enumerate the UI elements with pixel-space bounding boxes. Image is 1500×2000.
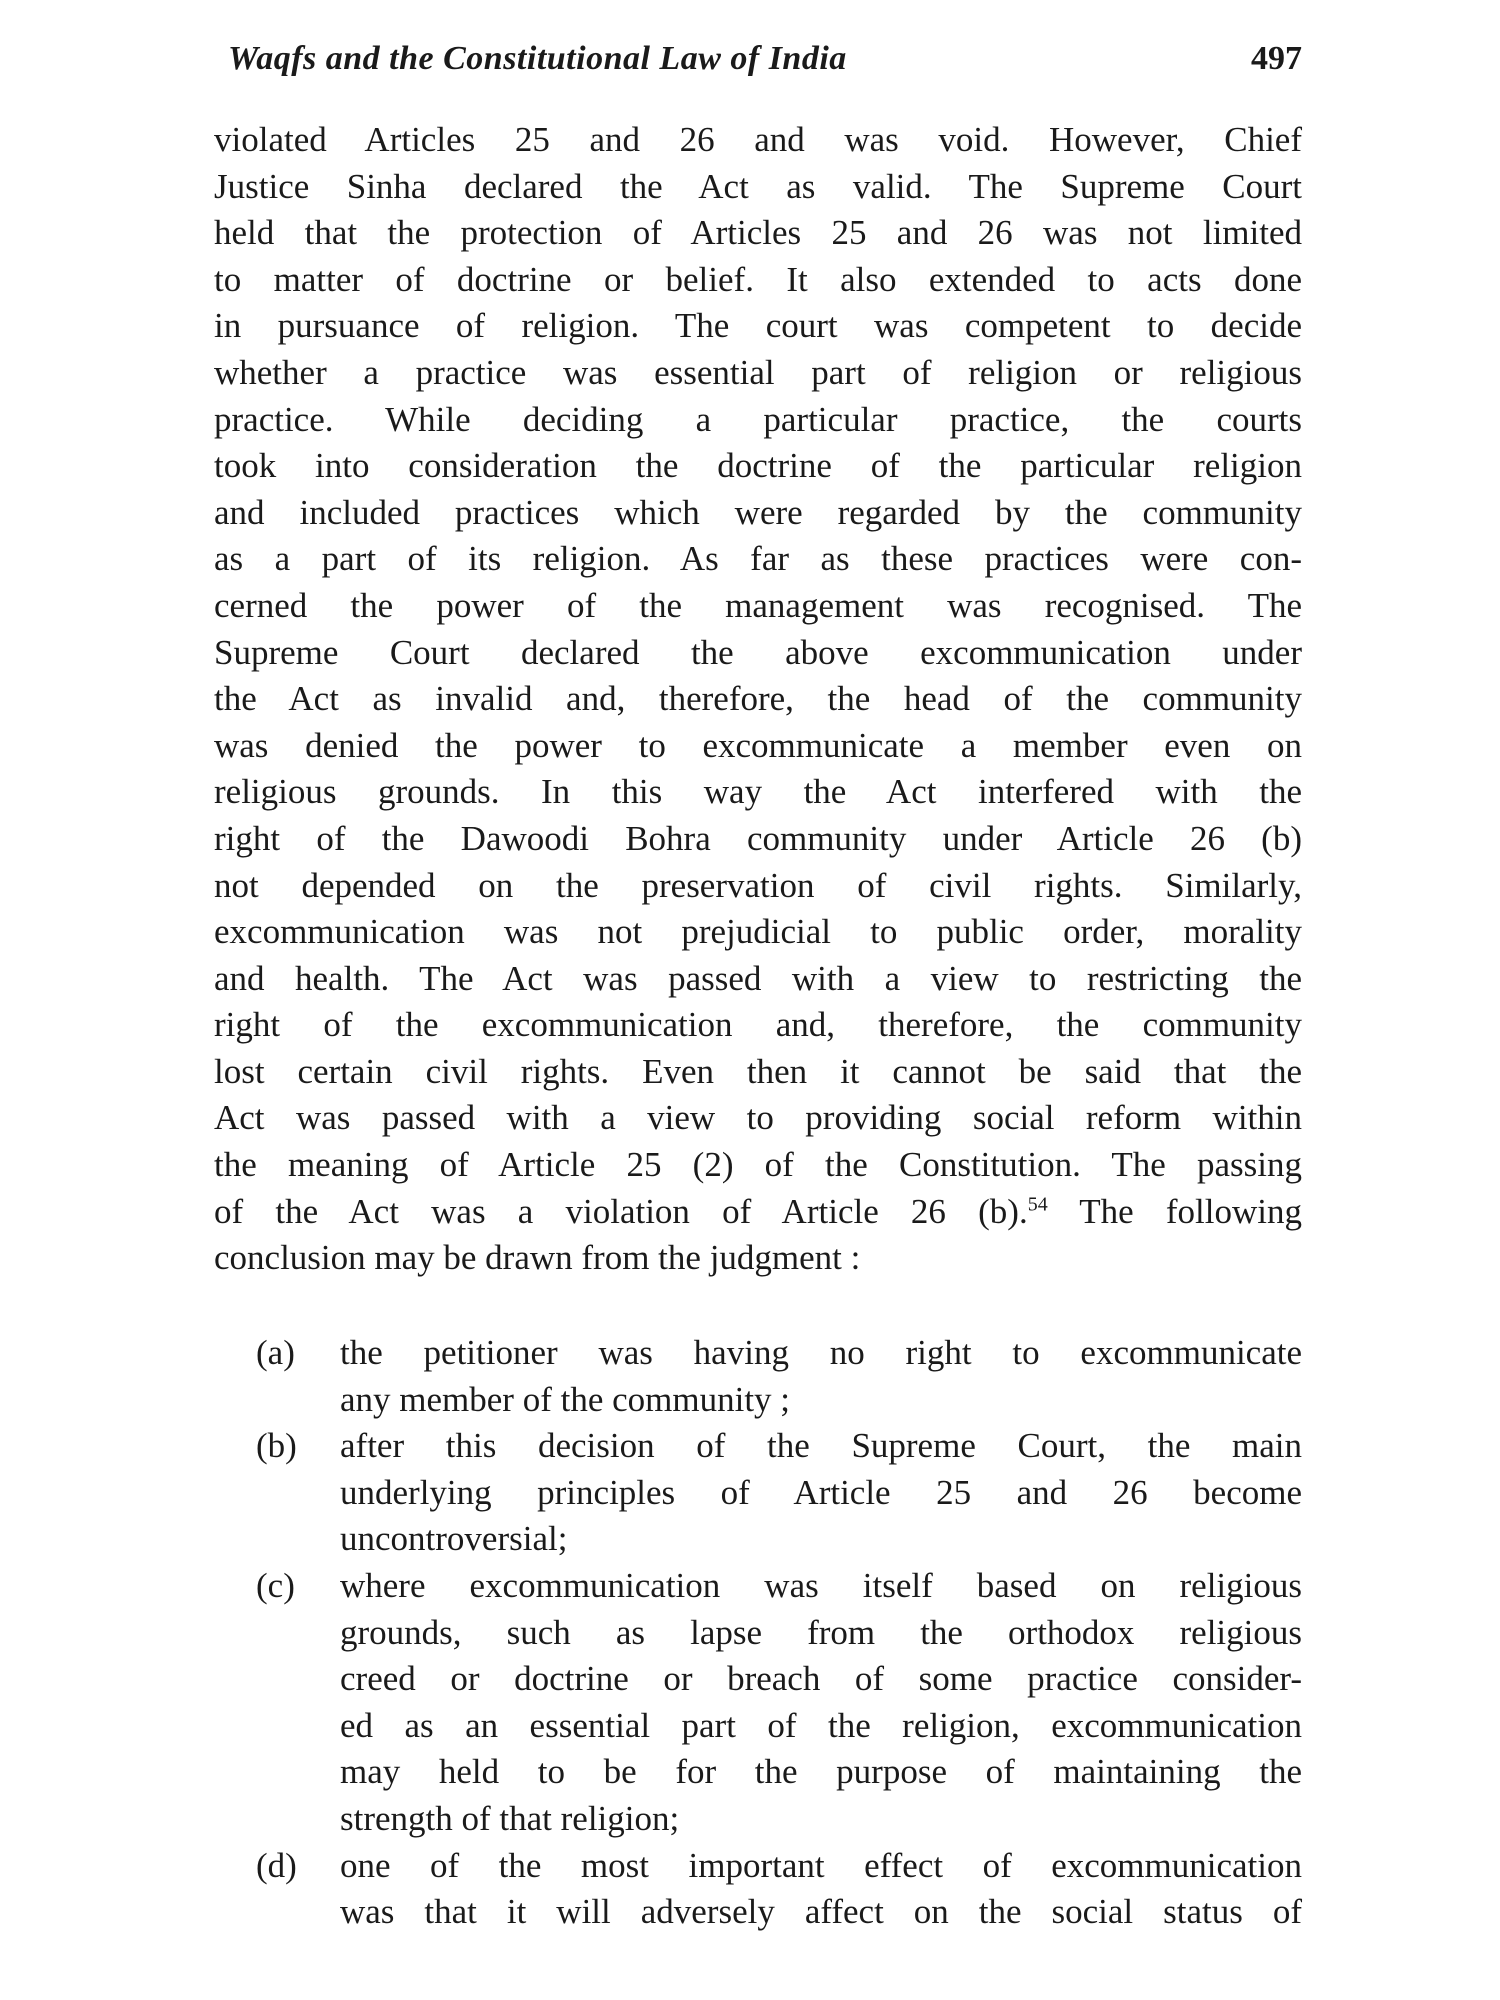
paragraph-line: the Act as invalid and, therefore, the head of the community: [214, 679, 1302, 719]
paragraph-text: of the Act was a violation of Article 26 (b).: [214, 1191, 1028, 1231]
paragraph-line: excommunication was not prejudicial to public order, morality: [214, 912, 1302, 952]
running-head: [220, 40, 1302, 90]
paragraph-line: religious grounds. In this way the Act interfered with the: [214, 772, 1302, 812]
paragraph-line: was denied the power to excommunicate a member even on: [214, 725, 1302, 765]
list-item-line: where excommunication was itself based on religious: [340, 1565, 1302, 1605]
list-marker: (d): [256, 1845, 297, 1885]
list-item: [256, 1423, 1302, 1563]
list-item-line: creed or doctrine or breach of some practice consider-: [340, 1659, 1302, 1699]
paragraph-line: whether a practice was essential part of religion or religious: [214, 352, 1302, 392]
list-item-line: the petitioner was having no right to excommunicate: [340, 1333, 1302, 1372]
paragraph-line: in pursuance of religion. The court was competent to decide: [214, 306, 1302, 346]
body-paragraph: [214, 117, 1302, 1282]
list-item-line: grounds, such as lapse from the orthodox religious: [340, 1612, 1302, 1652]
list-item-line: strength of that religion;: [340, 1798, 680, 1838]
list-marker: (c): [256, 1565, 295, 1605]
list-item-line: uncontroversial;: [340, 1519, 568, 1559]
list-item-line: any member of the community ;: [340, 1379, 791, 1419]
list-item-line: was that it will adversely affect on the social status of: [340, 1892, 1302, 1932]
paragraph-line: to matter of doctrine or belief. It also extended to acts done: [214, 259, 1302, 299]
paragraph-line: took into consideration the doctrine of the particular religion: [214, 446, 1302, 486]
list-item-line: after this decision of the Supreme Court, the main: [340, 1426, 1302, 1466]
paragraph-line: violated Articles 25 and 26 and was void. However, Chief: [214, 120, 1302, 159]
list-item-line: ed as an essential part of the religion, excommunication: [340, 1705, 1302, 1745]
footnote-reference[interactable]: 54: [1027, 1193, 1048, 1215]
paragraph-line: not depended on the preservation of civil rights. Similarly,: [214, 865, 1302, 905]
conclusion-list: [256, 1330, 1302, 1936]
running-title: Waqfs and the Constitutional Law of India: [228, 40, 847, 77]
paragraph-line-with-footnote: [214, 1189, 1302, 1236]
list-item: [256, 1563, 1302, 1843]
list-item-line: underlying principles of Article 25 and 26 become: [340, 1472, 1302, 1512]
list-marker: (a): [256, 1333, 295, 1372]
paragraph-line: lost certain civil rights. Even then it cannot be said that the: [214, 1051, 1302, 1091]
page-number: 497: [1251, 40, 1302, 77]
paragraph-line: Justice Sinha declared the Act as valid. The Supreme Court: [214, 166, 1302, 206]
list-item: [256, 1843, 1302, 1936]
paragraph-line: Supreme Court declared the above excommunication under: [214, 632, 1302, 672]
list-item: [256, 1330, 1302, 1423]
paragraph-line: right of the excommunication and, therefore, the community: [214, 1005, 1302, 1045]
paragraph-line: and health. The Act was passed with a view to restricting the: [214, 958, 1302, 998]
paragraph-line: practice. While deciding a particular practice, the courts: [214, 399, 1302, 439]
paragraph-line: right of the Dawoodi Bohra community under Article 26 (b): [214, 818, 1302, 858]
list-marker: (b): [256, 1426, 297, 1466]
paragraph-line: Act was passed with a view to providing social reform within: [214, 1098, 1302, 1138]
paragraph-line: conclusion may be drawn from the judgment :: [214, 1238, 861, 1278]
list-item-line: one of the most important effect of excommunication: [340, 1845, 1302, 1885]
paragraph-line: cerned the power of the management was recognised. The: [214, 585, 1302, 625]
list-item-line: may held to be for the purpose of maintaining the: [340, 1752, 1302, 1792]
paragraph-line: as a part of its religion. As far as these practices were con-: [214, 539, 1302, 579]
paragraph-line: held that the protection of Articles 25 and 26 was not limited: [214, 213, 1302, 253]
paragraph-line: the meaning of Article 25 (2) of the Constitution. The passing: [214, 1145, 1302, 1185]
paragraph-text: The following: [1047, 1191, 1302, 1231]
paragraph-line: and included practices which were regarded by the community: [214, 492, 1302, 532]
